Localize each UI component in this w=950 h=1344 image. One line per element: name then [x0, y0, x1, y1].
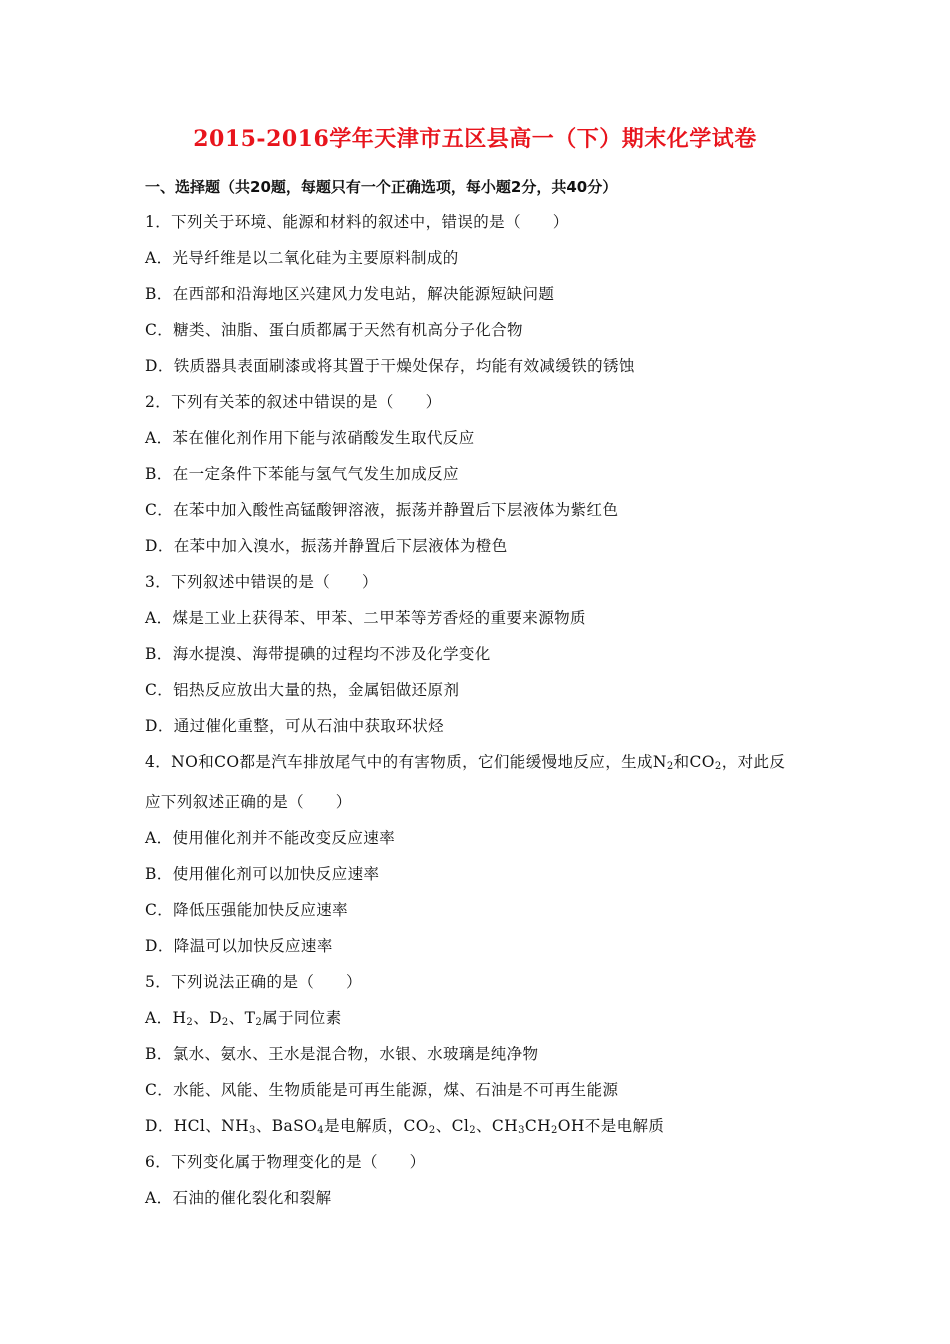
option-line: D．铁质器具表面刷漆或将其置于干燥处保存，均能有效减缓铁的锈蚀 [145, 357, 635, 375]
option-line: C．水能、风能、生物质能是可再生能源，煤、石油是不可再生能源 [145, 1081, 619, 1099]
option-line: D．HCl、$NH_3$、BaSO$_4$是电解质，$CO_2$、$Cl_2$、$CH_3CH_2OH$不是电解质 [145, 1117, 665, 1136]
option-line: A．使用催化剂并不能改变反应速率 [145, 829, 396, 847]
question-line: 5．下列说法正确的是（ ） [145, 973, 362, 991]
option-line: B．在西部和沿海地区兴建风力发电站，解决能源短缺问题 [145, 285, 555, 303]
option-line: C．在苯中加入酸性高锰酸钾溶液，振荡并静置后下层液体为紫红色 [145, 501, 619, 519]
option-line: B．海水提溴、海带提碘的过程均不涉及化学变化 [145, 645, 491, 663]
option-line: D．通过催化重整，可从石油中获取环状烃 [145, 717, 445, 735]
option-line: D．降温可以加快反应速率 [145, 937, 333, 955]
option-line: A．煤是工业上获得苯、甲苯、二甲苯等芳香烃的重要来源物质 [145, 609, 586, 627]
question-line: 1．下列关于环境、能源和材料的叙述中，错误的是（ ） [145, 213, 569, 231]
option-line: B．氯水、氨水、王水是混合物，水银、水玻璃是纯净物 [145, 1045, 539, 1063]
option-line: D．在苯中加入溴水，振荡并静置后下层液体为橙色 [145, 537, 508, 555]
option-line: A．石油的催化裂化和裂解 [145, 1189, 332, 1207]
option-line: A．光导纤维是以二氧化硅为主要原料制成的 [145, 249, 459, 267]
option-line: B．使用催化剂可以加快反应速率 [145, 865, 380, 883]
question-line: 4．NO和CO都是汽车排放尾气中的有害物质，它们能缓慢地反应，生成$N_2$和$CO_2$，对此反 [145, 753, 786, 772]
question-line: 3．下列叙述中错误的是（ ） [145, 573, 378, 591]
question-line: 6．下列变化属于物理变化的是（ ） [145, 1153, 426, 1171]
option-line: C．降低压强能加快反应速率 [145, 901, 349, 919]
option-line: C．铝热反应放出大量的热，金属铝做还原剂 [145, 681, 460, 699]
question-list [145, 208, 825, 1220]
question-line: 2．下列有关苯的叙述中错误的是（ ） [145, 393, 442, 411]
option-line: C．糖类、油脂、蛋白质都属于天然有机高分子化合物 [145, 321, 523, 339]
option-line: A．$H_2$、$D_2$、$T_2$属于同位素 [145, 1009, 342, 1028]
section-heading: 一、选择题（共20题，每题只有一个正确选项，每小题2分，共40分） [145, 178, 618, 196]
question-line-continued: 应下列叙述正确的是（ ） [145, 793, 352, 811]
option-line: A．苯在催化剂作用下能与浓硝酸发生取代反应 [145, 429, 475, 447]
option-line: B．在一定条件下苯能与氢气气发生加成反应 [145, 465, 459, 483]
exam-title: 2015-2016学年天津市五区县高一（下）期末化学试卷 [193, 126, 757, 152]
